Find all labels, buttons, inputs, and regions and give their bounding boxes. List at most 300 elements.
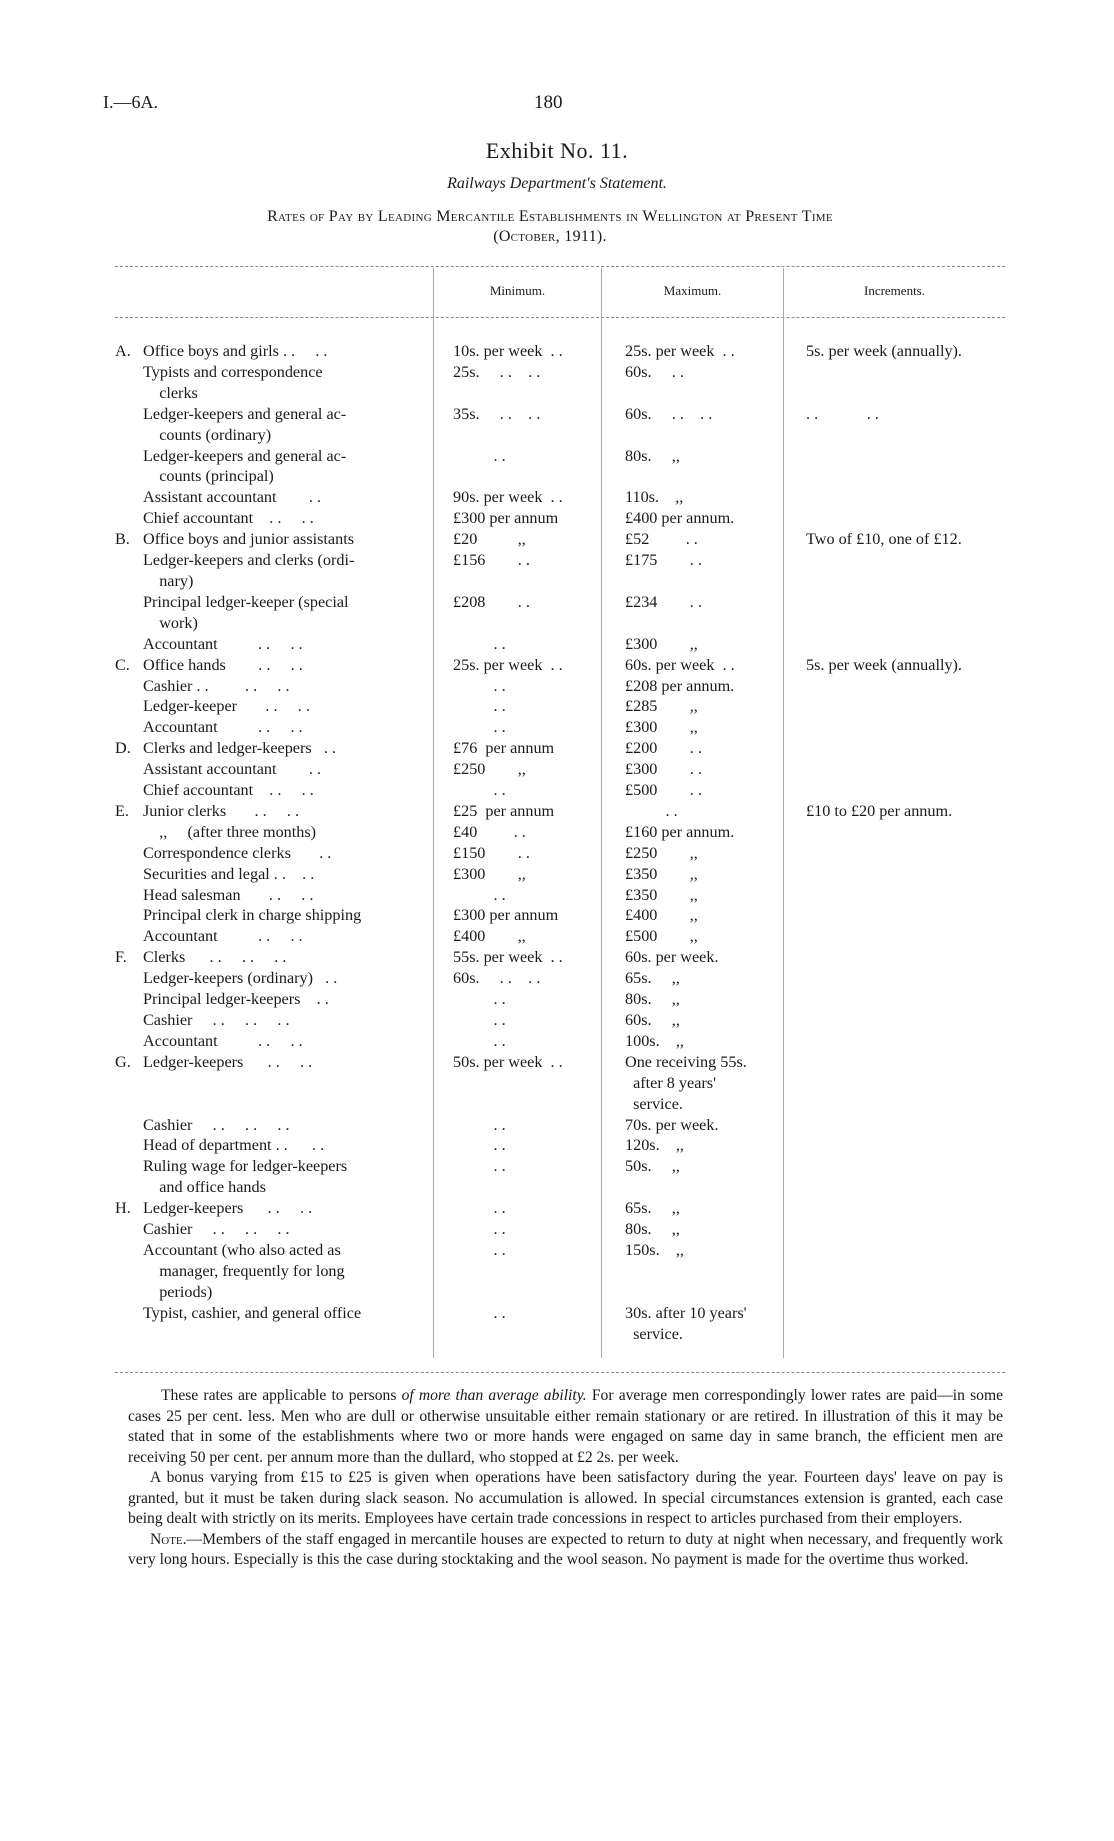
table-row [115, 885, 1005, 906]
row-description: counts (ordinary) [143, 425, 272, 444]
row-minimum: . . [453, 1115, 506, 1134]
row-description: Junior clerks . . . . [143, 801, 300, 820]
row-maximum: 65s. ,, [625, 969, 680, 988]
row-description: Accountant . . . . [143, 1031, 303, 1050]
row-maximum: 60s. . . . . [625, 404, 713, 423]
row-minimum: 35s. . . . . [453, 404, 541, 423]
row-section [115, 1094, 143, 1115]
row-increment [796, 864, 1001, 885]
page-number: 180 [534, 92, 563, 113]
row-section [115, 425, 143, 446]
row-increment [796, 843, 1001, 864]
row-increment [796, 1303, 1001, 1324]
row-description: Accountant . . . . [143, 927, 303, 946]
row-maximum: 30s. after 10 years' [625, 1303, 747, 1322]
row-maximum: 120s. ,, [625, 1136, 684, 1155]
row-description: Accountant (who also acted as [143, 1240, 341, 1259]
row-minimum: £208 . . [453, 592, 530, 611]
row-section [115, 759, 143, 780]
row-description: nary) [143, 571, 194, 590]
row-description: Head of department . . . . [143, 1136, 325, 1155]
table-heading [120, 207, 980, 247]
table-row [115, 634, 1005, 655]
table-row [115, 801, 1005, 822]
table-row [115, 717, 1005, 738]
row-section [115, 1010, 143, 1031]
row-description: Cashier . . . . . . [143, 676, 290, 695]
row-section [115, 508, 143, 529]
row-section [115, 466, 143, 487]
table-heading-line1: Rates of Pay by Leading Mercantile Establishments in Wellington at Present Time [267, 208, 833, 225]
table-heading-line2: (October, 1911). [493, 228, 607, 245]
exhibit-subtitle: Railways Department's Statement. [447, 175, 667, 192]
note-text: These rates are applicable to persons [161, 1387, 402, 1404]
row-minimum: £150 . . [453, 843, 530, 862]
row-section [115, 1031, 143, 1052]
row-minimum: £25 per annum [453, 801, 555, 820]
row-increment [796, 466, 1001, 487]
table-row [115, 362, 1005, 383]
row-section: D. [115, 739, 131, 758]
rates-table [115, 341, 1005, 1345]
table-row [115, 508, 1005, 529]
row-section [115, 571, 143, 592]
row-minimum: . . [453, 1199, 506, 1218]
row-description: Typist, cashier, and general office [143, 1303, 362, 1322]
row-increment [796, 634, 1001, 655]
row-maximum [611, 425, 796, 446]
row-minimum: . . [453, 718, 506, 737]
row-increment [796, 759, 1001, 780]
row-maximum: 80s. ,, [625, 446, 680, 465]
row-increment [796, 968, 1001, 989]
table-row [115, 1094, 1005, 1115]
row-increment: Two of £10, one of £12. [806, 530, 962, 549]
exhibit-title: Exhibit No. 11. [485, 138, 629, 163]
row-section [115, 1135, 143, 1156]
row-description: Principal ledger-keeper (special [143, 592, 349, 611]
row-description: Cashier . . . . . . [143, 1011, 290, 1029]
row-minimum: . . [453, 990, 506, 1009]
table-row [115, 1261, 1005, 1282]
note-text: —Members of the staff engaged in mercantile houses are expected to return to duty at night when necessary, and frequently work very long hours. Especially is this the case during stocktaking and the wool season. No payment is made for the overtime thus worked. [128, 1530, 1003, 1568]
row-minimum: . . [453, 1157, 506, 1176]
table-row [115, 1198, 1005, 1219]
row-section: A. [115, 342, 131, 360]
table-row [115, 864, 1005, 885]
row-section [115, 1282, 143, 1303]
row-minimum [439, 1261, 611, 1282]
row-increment [796, 1177, 1001, 1198]
row-maximum: 70s. per week. [625, 1115, 719, 1134]
row-section [115, 1219, 143, 1240]
row-description: Clerks and ledger-keepers . . [143, 739, 336, 758]
table-row [115, 843, 1005, 864]
row-minimum: £76 per annum [453, 739, 555, 758]
table-row [115, 341, 1005, 362]
table-row [115, 1115, 1005, 1136]
row-minimum [439, 1094, 611, 1115]
row-minimum: . . [453, 634, 506, 653]
row-minimum: 60s. . . . . [453, 969, 541, 988]
row-increment [796, 1031, 1001, 1052]
row-section [115, 843, 143, 864]
table-row [115, 822, 1005, 843]
row-maximum [611, 1261, 796, 1282]
row-increment [796, 508, 1001, 529]
row-section [115, 592, 143, 613]
row-maximum: 65s. ,, [625, 1199, 680, 1218]
row-maximum: 60s. ,, [625, 1011, 680, 1029]
row-increment [796, 885, 1001, 906]
row-increment [796, 383, 1001, 404]
table-row [115, 425, 1005, 446]
row-minimum: £20 ,, [453, 530, 526, 549]
row-section [115, 676, 143, 697]
row-minimum: . . [453, 885, 506, 904]
table-row [115, 676, 1005, 697]
row-description: Chief accountant . . . . [143, 509, 314, 528]
row-increment [796, 1135, 1001, 1156]
note-paragraph [128, 1530, 1003, 1571]
table-row [115, 446, 1005, 467]
row-minimum: 90s. per week . . [453, 488, 563, 507]
table-row [115, 1324, 1005, 1345]
table-row [115, 1073, 1005, 1094]
table-row [115, 1219, 1005, 1240]
row-maximum: 60s. per week. [625, 948, 719, 967]
row-description: Assistant accountant . . [143, 488, 322, 507]
table-row [115, 780, 1005, 801]
row-maximum: £500 . . [625, 781, 702, 800]
table-row [115, 383, 1005, 404]
row-section [115, 1324, 143, 1345]
row-minimum [439, 1073, 611, 1094]
row-increment: 5s. per week (annually). [806, 655, 962, 674]
row-minimum [439, 383, 611, 404]
row-increment [796, 1156, 1001, 1177]
row-minimum: . . [453, 781, 506, 800]
row-section [115, 487, 143, 508]
row-section: G. [115, 1052, 131, 1071]
row-section [115, 1115, 143, 1136]
row-increment [796, 1094, 1001, 1115]
row-section [115, 968, 143, 989]
row-section [115, 613, 143, 634]
table-row [115, 905, 1005, 926]
row-section [115, 550, 143, 571]
row-increment [796, 1282, 1001, 1303]
table-row [115, 1303, 1005, 1324]
row-minimum: . . [453, 1136, 506, 1155]
row-maximum: £350 ,, [625, 864, 698, 883]
row-section [115, 717, 143, 738]
row-maximum: 100s. ,, [625, 1031, 684, 1050]
row-section [115, 696, 143, 717]
row-maximum: £300 . . [625, 760, 702, 779]
table-row [115, 738, 1005, 759]
row-minimum: . . [453, 1011, 506, 1029]
row-description: Ledger-keepers . . . . [143, 1199, 313, 1218]
row-increment [796, 446, 1001, 467]
row-increment: . . . . [806, 404, 879, 423]
row-maximum [611, 466, 796, 487]
row-section [115, 885, 143, 906]
row-increment [796, 989, 1001, 1010]
row-maximum: 80s. ,, [625, 1220, 680, 1239]
row-description: Principal clerk in charge shipping [143, 906, 362, 925]
table-row [115, 968, 1005, 989]
row-minimum: . . [453, 676, 506, 695]
row-minimum [439, 466, 611, 487]
row-section [115, 1156, 143, 1177]
row-section [115, 362, 143, 383]
row-section [115, 780, 143, 801]
row-section [115, 822, 143, 843]
row-increment [796, 1219, 1001, 1240]
row-description [143, 1094, 439, 1115]
note-paragraph [128, 1386, 1003, 1468]
row-section [115, 989, 143, 1010]
row-maximum: after 8 years' [625, 1073, 716, 1092]
row-section [115, 404, 143, 425]
row-increment [796, 926, 1001, 947]
row-minimum: . . [453, 1303, 506, 1322]
row-description: Office hands . . . . [143, 655, 303, 674]
row-description: Ledger-keepers and general ac- [143, 446, 347, 465]
row-maximum: 50s. ,, [625, 1157, 680, 1176]
row-section: E. [115, 801, 129, 820]
row-description: manager, frequently for long [143, 1261, 345, 1280]
row-minimum: 55s. per week . . [453, 948, 563, 967]
row-description: Cashier . . . . . . [143, 1115, 290, 1134]
row-increment [796, 487, 1001, 508]
row-description: Ledger-keepers and general ac- [143, 404, 347, 423]
row-section [115, 926, 143, 947]
row-description: Ledger-keepers . . . . [143, 1052, 313, 1071]
table-row [115, 613, 1005, 634]
table-row [115, 1177, 1005, 1198]
row-minimum: 10s. per week . . [453, 342, 563, 360]
row-section [115, 446, 143, 467]
row-description: Clerks . . . . . . [143, 948, 287, 967]
row-maximum: . . [625, 801, 678, 820]
row-maximum: £175 . . [625, 551, 702, 570]
row-description: clerks [143, 383, 198, 402]
table-row [115, 529, 1005, 550]
row-description [143, 1073, 439, 1094]
row-minimum: £300 per annum [453, 509, 559, 528]
row-description: Securities and legal . . . . [143, 864, 315, 883]
row-description: Principal ledger-keepers . . [143, 990, 329, 1009]
row-maximum: £350 ,, [625, 885, 698, 904]
row-description: Assistant accountant . . [143, 760, 322, 779]
row-minimum: 50s. per week . . [453, 1052, 563, 1071]
row-minimum: £40 . . [453, 822, 526, 841]
row-description: Typists and correspondence [143, 362, 323, 381]
row-increment [796, 362, 1001, 383]
row-minimum: . . [453, 1220, 506, 1239]
row-section: B. [115, 530, 130, 549]
row-description [143, 1324, 439, 1345]
row-minimum: £400 ,, [453, 927, 526, 946]
row-maximum: £285 ,, [625, 697, 698, 716]
table-row [115, 696, 1005, 717]
row-maximum: £208 per annum. [625, 676, 735, 695]
table-row [115, 1052, 1005, 1073]
row-increment: 5s. per week (annually). [806, 342, 962, 360]
row-maximum: 60s. per week . . [625, 655, 735, 674]
row-section: C. [115, 655, 130, 674]
row-increment [796, 571, 1001, 592]
row-maximum [611, 1282, 796, 1303]
row-maximum: 25s. per week . . [625, 342, 735, 360]
row-maximum: £234 . . [625, 592, 702, 611]
row-description: Cashier . . . . . . [143, 1220, 290, 1239]
row-description: Accountant . . . . [143, 718, 303, 737]
table-row [115, 1135, 1005, 1156]
row-maximum: service. [625, 1094, 683, 1113]
table-row [115, 404, 1005, 425]
table-row [115, 571, 1005, 592]
row-description: Correspondence clerks . . [143, 843, 332, 862]
row-description: and office hands [143, 1178, 266, 1197]
notes [128, 1386, 1003, 1571]
row-increment [796, 592, 1001, 613]
row-increment [796, 1115, 1001, 1136]
row-description: Ledger-keepers and clerks (ordi- [143, 551, 355, 570]
row-minimum: £156 . . [453, 551, 530, 570]
row-maximum: £300 ,, [625, 718, 698, 737]
table-row [115, 926, 1005, 947]
table-row [115, 1156, 1005, 1177]
row-description: ,, (after three months) [143, 822, 317, 841]
table-row [115, 1282, 1005, 1303]
row-increment [796, 1324, 1001, 1345]
row-section [115, 1261, 143, 1282]
note-paragraph: A bonus varying from £15 to £25 is given when operations have been satisfactory during the year. Fourteen days' leave on pay is granted, but it must be taken during slack season. No accumulation is allowed. In special circumstances extension is granted, each case being dealt with strictly on its merits. Employees have certain trade concessions in respect to articles purchased from their employers. [128, 1469, 1003, 1527]
table-row [115, 989, 1005, 1010]
row-section: H. [115, 1199, 131, 1218]
row-maximum: 110s. ,, [625, 488, 684, 507]
table-row [115, 759, 1005, 780]
row-section [115, 1303, 143, 1324]
row-maximum: service. [625, 1324, 683, 1343]
table-row [115, 487, 1005, 508]
table-row [115, 1031, 1005, 1052]
row-increment [796, 1198, 1001, 1219]
row-section: F. [115, 948, 127, 967]
row-maximum: £52 . . [625, 530, 698, 549]
table-bottom-rule [115, 1372, 1005, 1373]
row-minimum [439, 1282, 611, 1303]
row-increment [796, 696, 1001, 717]
row-increment [796, 717, 1001, 738]
note-text: For average men correspondingly lower rates are paid—in some cases 25 per cent. less. Men who are dull or otherwise unsuitable either remain stationary or are retired. In illustration of this it may be stated that in some of the establishments where two or more hands were engaged on same day in same branch, the efficient men are receiving 50 per cent. per annum more than the dullard, who stopped at £2 2s. per week. [128, 1387, 1003, 1466]
row-section [115, 1073, 143, 1094]
row-increment [796, 425, 1001, 446]
row-description: counts (principal) [143, 467, 274, 486]
table-top-rule [115, 266, 1005, 267]
column-header-maximum: Maximum. [663, 283, 722, 298]
row-maximum: 80s. ,, [625, 990, 680, 1009]
table-row [115, 1010, 1005, 1031]
row-description: Head salesman . . . . [143, 885, 314, 904]
row-section [115, 864, 143, 885]
row-maximum: £160 per annum. [625, 822, 735, 841]
table-row [115, 947, 1005, 968]
table-row [115, 592, 1005, 613]
row-description: Chief accountant . . . . [143, 781, 314, 800]
row-increment [796, 613, 1001, 634]
document-reference: I.—6A. [103, 92, 158, 112]
row-section [115, 383, 143, 404]
row-maximum: £250 ,, [625, 843, 698, 862]
row-increment [796, 947, 1001, 968]
row-maximum: £500 ,, [625, 927, 698, 946]
row-maximum: One receiving 55s. [625, 1052, 747, 1071]
row-section [115, 634, 143, 655]
note-emphasis: of more than average ability. [401, 1387, 587, 1404]
row-description: Ledger-keeper . . . . [143, 697, 310, 716]
row-maximum: £400 ,, [625, 906, 698, 925]
row-description: Ruling wage for ledger-keepers [143, 1157, 348, 1176]
row-description: Accountant . . . . [143, 634, 303, 653]
row-increment: £10 to £20 per annum. [806, 801, 953, 820]
row-minimum: . . [453, 697, 506, 716]
column-header-increments: Increments. [863, 283, 925, 298]
row-description: periods) [143, 1282, 213, 1301]
row-minimum [439, 613, 611, 634]
table-header-rule [115, 317, 1005, 318]
row-description: Ledger-keepers (ordinary) . . [143, 969, 338, 988]
row-description: Office boys and girls . . . . [143, 342, 328, 360]
row-increment [796, 822, 1001, 843]
row-minimum: £300 per annum [453, 906, 559, 925]
row-increment [796, 1010, 1001, 1031]
row-minimum [439, 1177, 611, 1198]
row-maximum: 150s. ,, [625, 1240, 684, 1259]
table-row [115, 655, 1005, 676]
row-minimum: . . [453, 1031, 506, 1050]
row-maximum [611, 571, 796, 592]
row-increment [796, 1073, 1001, 1094]
row-minimum: 25s. per week . . [453, 655, 563, 674]
row-minimum: . . [453, 446, 506, 465]
row-maximum [611, 1177, 796, 1198]
row-minimum: £300 ,, [453, 864, 526, 883]
row-minimum [439, 425, 611, 446]
row-maximum: £400 per annum. [625, 509, 735, 528]
row-increment [796, 550, 1001, 571]
row-minimum: 25s. . . . . [453, 362, 541, 381]
note-label: Note. [150, 1530, 187, 1548]
row-maximum: £200 . . [625, 739, 702, 758]
row-minimum: . . [453, 1240, 506, 1259]
row-increment [796, 738, 1001, 759]
column-header-minimum: Minimum. [489, 283, 546, 298]
row-section [115, 1177, 143, 1198]
row-maximum [611, 613, 796, 634]
row-maximum: £300 ,, [625, 634, 698, 653]
table-row [115, 550, 1005, 571]
row-minimum [439, 571, 611, 592]
row-increment [796, 1261, 1001, 1282]
row-section [115, 1240, 143, 1261]
row-section [115, 905, 143, 926]
row-minimum [439, 1324, 611, 1345]
row-minimum: £250 ,, [453, 760, 526, 779]
